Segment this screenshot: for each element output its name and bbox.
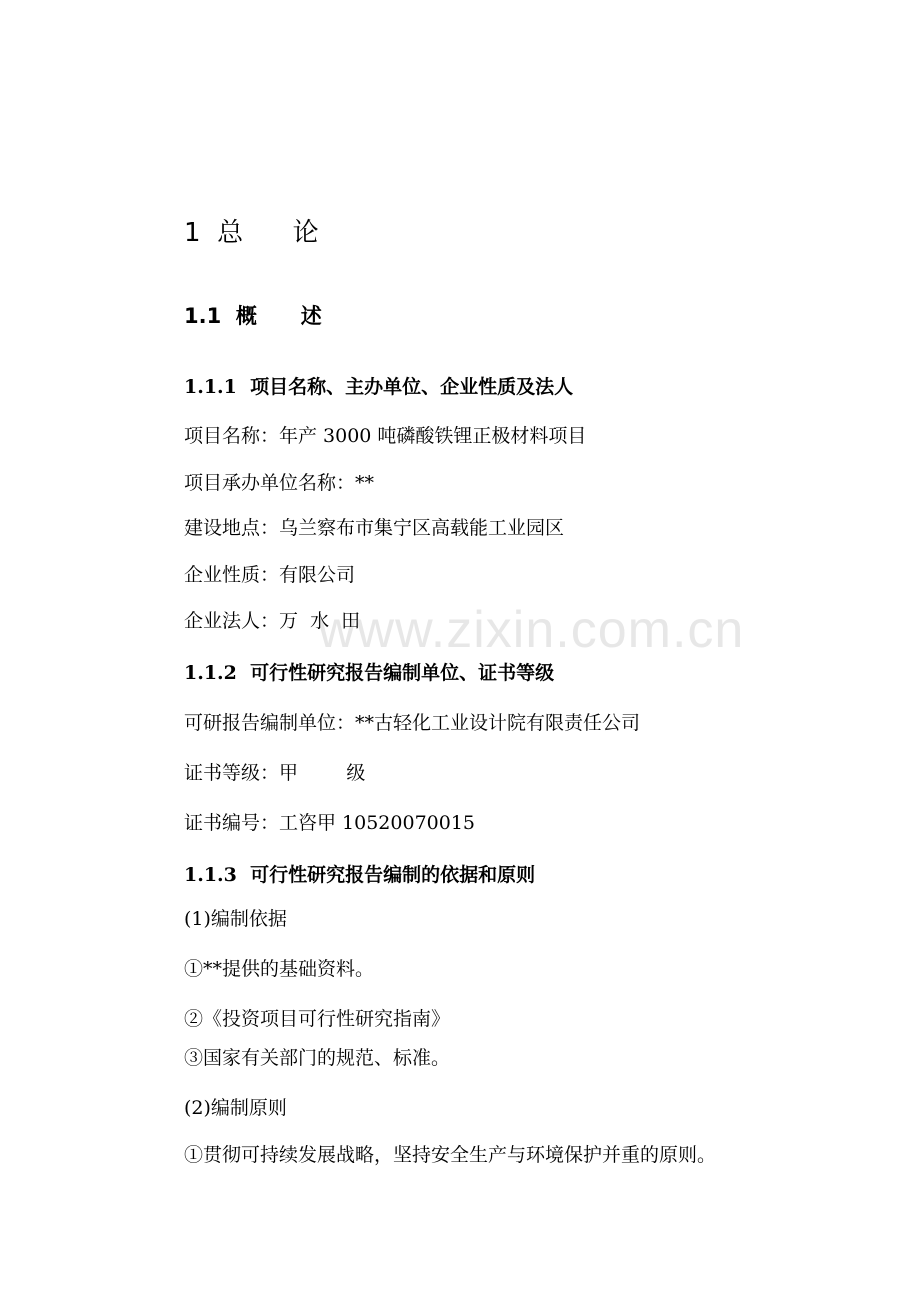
basis-item-3: ③国家有关部门的规范、标准。 bbox=[184, 1047, 451, 1069]
subsection-heading-1-1-1: 1.1.1 项目名称、主办单位、企业性质及法人 bbox=[184, 376, 574, 398]
subsection-heading-1-1-3: 1.1.3 可行性研究报告编制的依据和原则 bbox=[184, 864, 536, 886]
legal-representative-line: 企业法人：万 水 田 bbox=[184, 610, 361, 632]
certificate-number-line: 证书编号：工咨甲 10520070015 bbox=[184, 812, 476, 834]
enterprise-nature-line: 企业性质：有限公司 bbox=[184, 564, 356, 586]
undertaking-unit-line: 项目承办单位名称：** bbox=[184, 472, 375, 494]
basis-item-2: ②《投资项目可行性研究指南》 bbox=[184, 1008, 451, 1030]
principle-item-1: ①贯彻可持续发展战略，坚持安全生产与环境保护并重的原则。 bbox=[184, 1144, 717, 1166]
watermark: www.zixin.com.cn bbox=[318, 601, 745, 659]
project-name-line: 项目名称：年产 3000 吨磷酸铁锂正极材料项目 bbox=[184, 425, 587, 447]
report-compiler-line: 可研报告编制单位：**古轻化工业设计院有限责任公司 bbox=[184, 712, 641, 734]
chapter-title: 1 总 论 bbox=[184, 218, 319, 248]
basis-heading: (1)编制依据 bbox=[184, 908, 287, 930]
subsection-heading-1-1-2: 1.1.2 可行性研究报告编制单位、证书等级 bbox=[184, 662, 555, 684]
certificate-grade-line: 证书等级：甲 级 bbox=[184, 762, 366, 784]
basis-item-1: ①**提供的基础资料。 bbox=[184, 958, 375, 980]
principles-heading: (2)编制原则 bbox=[184, 1097, 287, 1119]
construction-site-line: 建设地点：乌兰察布市集宁区高载能工业园区 bbox=[184, 517, 565, 539]
section-title: 1.1 概 述 bbox=[184, 304, 322, 328]
